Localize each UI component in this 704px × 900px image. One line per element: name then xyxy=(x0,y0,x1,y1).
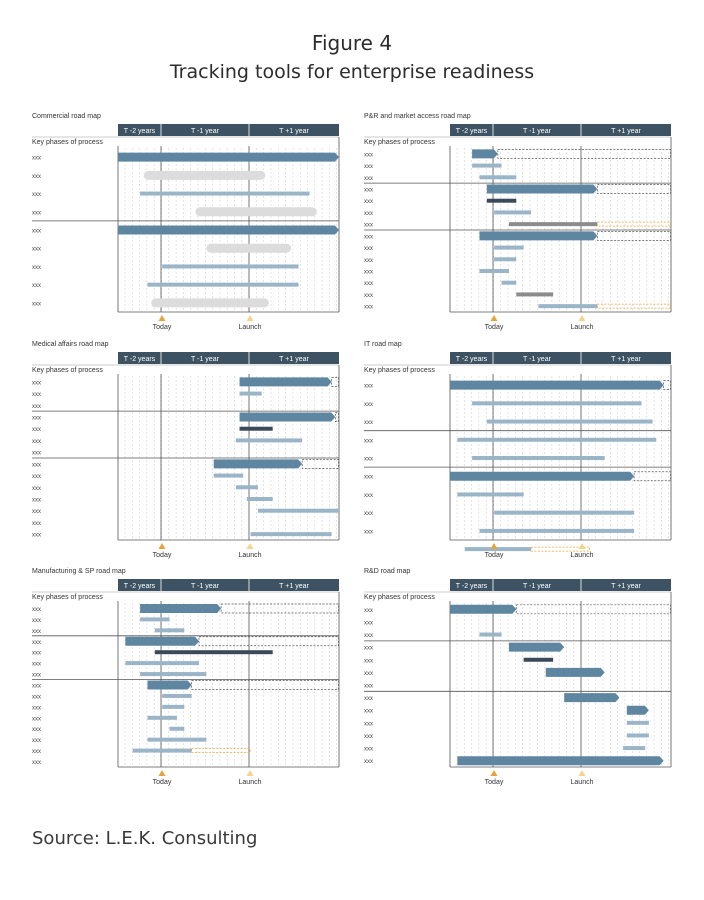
row-label: xxx xyxy=(364,269,373,276)
period-label: T -1 year xyxy=(191,128,219,135)
phase-bar xyxy=(487,420,653,424)
phase-bar xyxy=(125,637,199,646)
row-label: xxx xyxy=(364,683,373,690)
phase-bar xyxy=(258,509,339,513)
phase-bar xyxy=(162,694,191,698)
today-marker xyxy=(491,770,498,776)
panel-title: IT road map xyxy=(364,341,402,348)
row-label: xxx xyxy=(364,292,373,299)
phase-bar xyxy=(147,738,206,742)
period-label: T -1 year xyxy=(191,583,219,590)
phase-bar xyxy=(236,438,302,442)
period-label: T +1 year xyxy=(279,356,309,363)
today-marker xyxy=(159,543,166,549)
row-label: xxx xyxy=(32,438,41,445)
phase-bar xyxy=(155,650,273,654)
row-label: xxx xyxy=(364,401,373,408)
dashed-extension xyxy=(192,681,339,690)
phase-bar xyxy=(627,733,649,737)
row-label: xxx xyxy=(364,474,373,481)
row-label: xxx xyxy=(364,456,373,463)
phase-bar xyxy=(140,604,221,613)
dashed-extension xyxy=(516,605,670,614)
row-label: xxx xyxy=(32,606,41,613)
row-label: xxx xyxy=(32,155,41,162)
row-label: xxx xyxy=(32,705,41,712)
period-label: T -1 year xyxy=(191,356,219,363)
row-label: xxx xyxy=(32,617,41,624)
row-label: xxx xyxy=(32,392,41,399)
phase-bar xyxy=(147,681,191,690)
phase-bar xyxy=(465,547,531,551)
phase-bar xyxy=(140,192,309,196)
gantt-chart xyxy=(352,565,672,786)
panel-rnd-roadmap xyxy=(352,565,672,786)
row-label: xxx xyxy=(32,683,41,690)
phase-bar xyxy=(627,706,649,715)
launch-marker-label: Launch xyxy=(238,552,262,559)
row-label: xxx xyxy=(364,733,373,740)
row-label: xxx xyxy=(364,234,373,241)
row-label: xxx xyxy=(364,175,373,182)
phase-bar xyxy=(479,529,634,533)
phase-bar xyxy=(472,149,498,158)
panel-medical-affairs-roadmap xyxy=(20,338,340,559)
gantt-chart xyxy=(352,338,672,559)
period-label: T +1 year xyxy=(611,356,641,363)
row-label: xxx xyxy=(32,672,41,679)
phase-bar xyxy=(151,298,269,307)
phase-bar xyxy=(140,617,169,621)
today-marker xyxy=(159,315,166,321)
phase-bar xyxy=(147,716,176,720)
phase-bar xyxy=(118,153,339,162)
phase-bar xyxy=(627,721,649,725)
phase-bar xyxy=(546,668,605,677)
orange-extension xyxy=(192,749,250,753)
period-label: T -1 year xyxy=(523,583,551,590)
key-phases-label: Key phases of process xyxy=(364,139,435,146)
key-phases-label: Key phases of process xyxy=(364,594,435,601)
today-marker xyxy=(491,315,498,321)
dashed-extension xyxy=(498,149,671,158)
row-label: xxx xyxy=(32,509,41,516)
panel-title: Manufacturing & SP road map xyxy=(32,568,126,575)
row-label: xxx xyxy=(32,694,41,701)
phase-bar xyxy=(457,438,656,442)
phase-bar xyxy=(494,511,634,515)
row-label: xxx xyxy=(364,152,373,159)
row-label: xxx xyxy=(364,492,373,499)
period-label: T -2 years xyxy=(123,583,156,590)
row-label: xxx xyxy=(32,380,41,387)
row-label: xxx xyxy=(364,511,373,518)
phase-bar xyxy=(251,532,332,536)
gantt-chart xyxy=(20,565,340,786)
phase-bar xyxy=(487,199,516,203)
launch-marker-label: Launch xyxy=(570,552,594,559)
row-label: xxx xyxy=(32,462,41,469)
today-marker-label: Today xyxy=(484,324,504,331)
row-label: xxx xyxy=(364,607,373,614)
panel-title: P&R and market access road map xyxy=(364,113,471,120)
key-phases-label: Key phases of process xyxy=(32,139,103,146)
dashed-extension xyxy=(597,231,670,240)
key-phases-label: Key phases of process xyxy=(32,367,103,374)
phase-bar xyxy=(236,485,258,489)
phase-bar xyxy=(502,281,517,285)
row-label: xxx xyxy=(32,497,41,504)
row-label: xxx xyxy=(32,738,41,745)
launch-marker-label: Launch xyxy=(238,779,262,786)
today-marker xyxy=(159,770,166,776)
phase-bar xyxy=(457,492,523,496)
phase-bar xyxy=(214,459,302,468)
phase-bar xyxy=(147,283,298,287)
launch-marker xyxy=(247,315,254,321)
phase-bar xyxy=(195,207,317,216)
panel-title: Medical affairs road map xyxy=(32,341,109,348)
phase-bar xyxy=(509,222,597,226)
row-label: xxx xyxy=(364,438,373,445)
phase-bar xyxy=(494,257,516,261)
row-label: xxx xyxy=(364,222,373,229)
phase-bar xyxy=(240,413,336,422)
dashed-extension xyxy=(664,381,671,390)
row-label: xxx xyxy=(32,661,41,668)
row-label: xxx xyxy=(32,450,41,457)
phase-bar xyxy=(162,705,184,709)
period-label: T -1 year xyxy=(523,356,551,363)
row-label: xxx xyxy=(364,721,373,728)
period-label: T +1 year xyxy=(279,128,309,135)
row-label: xxx xyxy=(32,264,41,271)
today-marker-label: Today xyxy=(152,324,172,331)
phase-bar xyxy=(479,231,597,240)
period-label: T -2 years xyxy=(123,356,156,363)
row-label: xxx xyxy=(364,187,373,194)
period-label: T +1 year xyxy=(611,128,641,135)
phase-bar xyxy=(516,292,553,296)
row-label: xxx xyxy=(364,383,373,390)
panel-it-roadmap xyxy=(352,338,672,559)
launch-marker-label: Launch xyxy=(570,324,594,331)
figure-title: Tracking tools for enterprise readiness xyxy=(169,61,535,83)
period-label: T +1 year xyxy=(611,583,641,590)
gantt-chart xyxy=(20,338,340,559)
orange-extension xyxy=(597,222,670,226)
gantt-chart xyxy=(20,110,340,331)
phase-bar xyxy=(487,185,598,194)
dashed-extension xyxy=(332,377,339,386)
phase-bar xyxy=(623,746,645,750)
phase-bar xyxy=(479,175,516,179)
today-marker-label: Today xyxy=(484,779,504,786)
row-label: xxx xyxy=(364,529,373,536)
row-label: xxx xyxy=(32,403,41,410)
launch-marker xyxy=(247,543,254,549)
launch-marker xyxy=(579,770,586,776)
phase-bar xyxy=(450,605,516,614)
figure-number: Figure 4 xyxy=(311,31,393,55)
phase-bar xyxy=(524,658,553,662)
phase-bar xyxy=(240,427,273,431)
row-label: xxx xyxy=(364,304,373,311)
phase-bar xyxy=(479,633,501,637)
phase-bar xyxy=(494,246,523,250)
row-label: xxx xyxy=(364,257,373,264)
phase-bar xyxy=(214,474,243,478)
row-label: xxx xyxy=(364,199,373,206)
launch-marker xyxy=(247,770,254,776)
key-phases-label: Key phases of process xyxy=(364,367,435,374)
row-label: xxx xyxy=(364,759,373,766)
phase-bar xyxy=(170,727,185,731)
phase-bar xyxy=(155,628,184,632)
launch-marker xyxy=(579,315,586,321)
row-label: xxx xyxy=(32,427,41,434)
row-label: xxx xyxy=(32,283,41,290)
row-label: xxx xyxy=(32,173,41,180)
row-label: xxx xyxy=(32,716,41,723)
row-label: xxx xyxy=(364,670,373,677)
key-phases-label: Key phases of process xyxy=(32,594,103,601)
phase-bar xyxy=(472,456,605,460)
panel-pr-market-access-roadmap xyxy=(352,110,672,331)
today-marker-label: Today xyxy=(484,552,504,559)
row-label: xxx xyxy=(32,628,41,635)
source-note: Source: L.E.K. Consulting xyxy=(32,828,258,849)
row-label: xxx xyxy=(364,246,373,253)
row-label: xxx xyxy=(32,210,41,217)
row-label: xxx xyxy=(32,520,41,527)
row-label: xxx xyxy=(32,415,41,422)
period-label: T -2 years xyxy=(455,583,488,590)
row-label: xxx xyxy=(364,620,373,627)
row-label: xxx xyxy=(32,485,41,492)
today-marker-label: Today xyxy=(152,779,172,786)
period-label: T -2 years xyxy=(455,356,488,363)
row-label: xxx xyxy=(364,708,373,715)
phase-bar xyxy=(144,171,266,180)
phase-bar xyxy=(472,164,501,168)
dashed-extension xyxy=(597,185,670,194)
row-label: xxx xyxy=(32,228,41,235)
launch-marker-label: Launch xyxy=(238,324,262,331)
phase-bar xyxy=(457,756,663,765)
phase-bar xyxy=(450,472,634,481)
launch-marker-label: Launch xyxy=(570,779,594,786)
dashed-extension xyxy=(221,604,338,613)
row-label: xxx xyxy=(364,420,373,427)
row-label: xxx xyxy=(364,210,373,217)
row-label: xxx xyxy=(364,281,373,288)
row-label: xxx xyxy=(32,727,41,734)
row-label: xxx xyxy=(32,246,41,253)
phase-bar xyxy=(538,304,597,308)
period-label: T +1 year xyxy=(279,583,309,590)
row-label: xxx xyxy=(32,650,41,657)
row-label: xxx xyxy=(32,192,41,199)
phase-bar xyxy=(118,226,339,235)
gantt-chart xyxy=(352,110,672,331)
phase-bar xyxy=(479,269,508,273)
launch-marker xyxy=(579,543,586,549)
phase-bar xyxy=(240,392,262,396)
row-label: xxx xyxy=(32,532,41,539)
today-marker xyxy=(491,543,498,549)
row-label: xxx xyxy=(32,301,41,308)
phase-bar xyxy=(206,244,291,253)
panel-title: Commercial road map xyxy=(32,113,101,120)
phase-bar xyxy=(162,264,298,268)
period-label: T -2 years xyxy=(455,128,488,135)
row-label: xxx xyxy=(364,658,373,665)
phase-bar xyxy=(450,381,664,390)
period-label: T -2 years xyxy=(123,128,156,135)
period-label: T -1 year xyxy=(523,128,551,135)
panel-manufacturing-sp-roadmap xyxy=(20,565,340,786)
phase-bar xyxy=(240,377,332,386)
row-label: xxx xyxy=(364,645,373,652)
phase-bar xyxy=(564,693,619,702)
row-label: xxx xyxy=(364,164,373,171)
phase-bar xyxy=(494,210,531,214)
panel-commercial-roadmap xyxy=(20,110,340,331)
row-label: xxx xyxy=(32,760,41,767)
orange-extension xyxy=(597,304,670,308)
panel-title: R&D road map xyxy=(364,568,411,575)
row-label: xxx xyxy=(32,474,41,481)
row-label: xxx xyxy=(32,749,41,756)
row-label: xxx xyxy=(32,639,41,646)
row-label: xxx xyxy=(364,746,373,753)
phase-bar xyxy=(133,749,192,753)
phase-bar xyxy=(125,661,199,665)
row-label: xxx xyxy=(364,696,373,703)
today-marker-label: Today xyxy=(152,552,172,559)
phase-bar xyxy=(472,401,641,405)
phase-bar xyxy=(247,497,273,501)
phase-bar xyxy=(140,672,206,676)
phase-bar xyxy=(509,643,564,652)
row-label: xxx xyxy=(364,633,373,640)
